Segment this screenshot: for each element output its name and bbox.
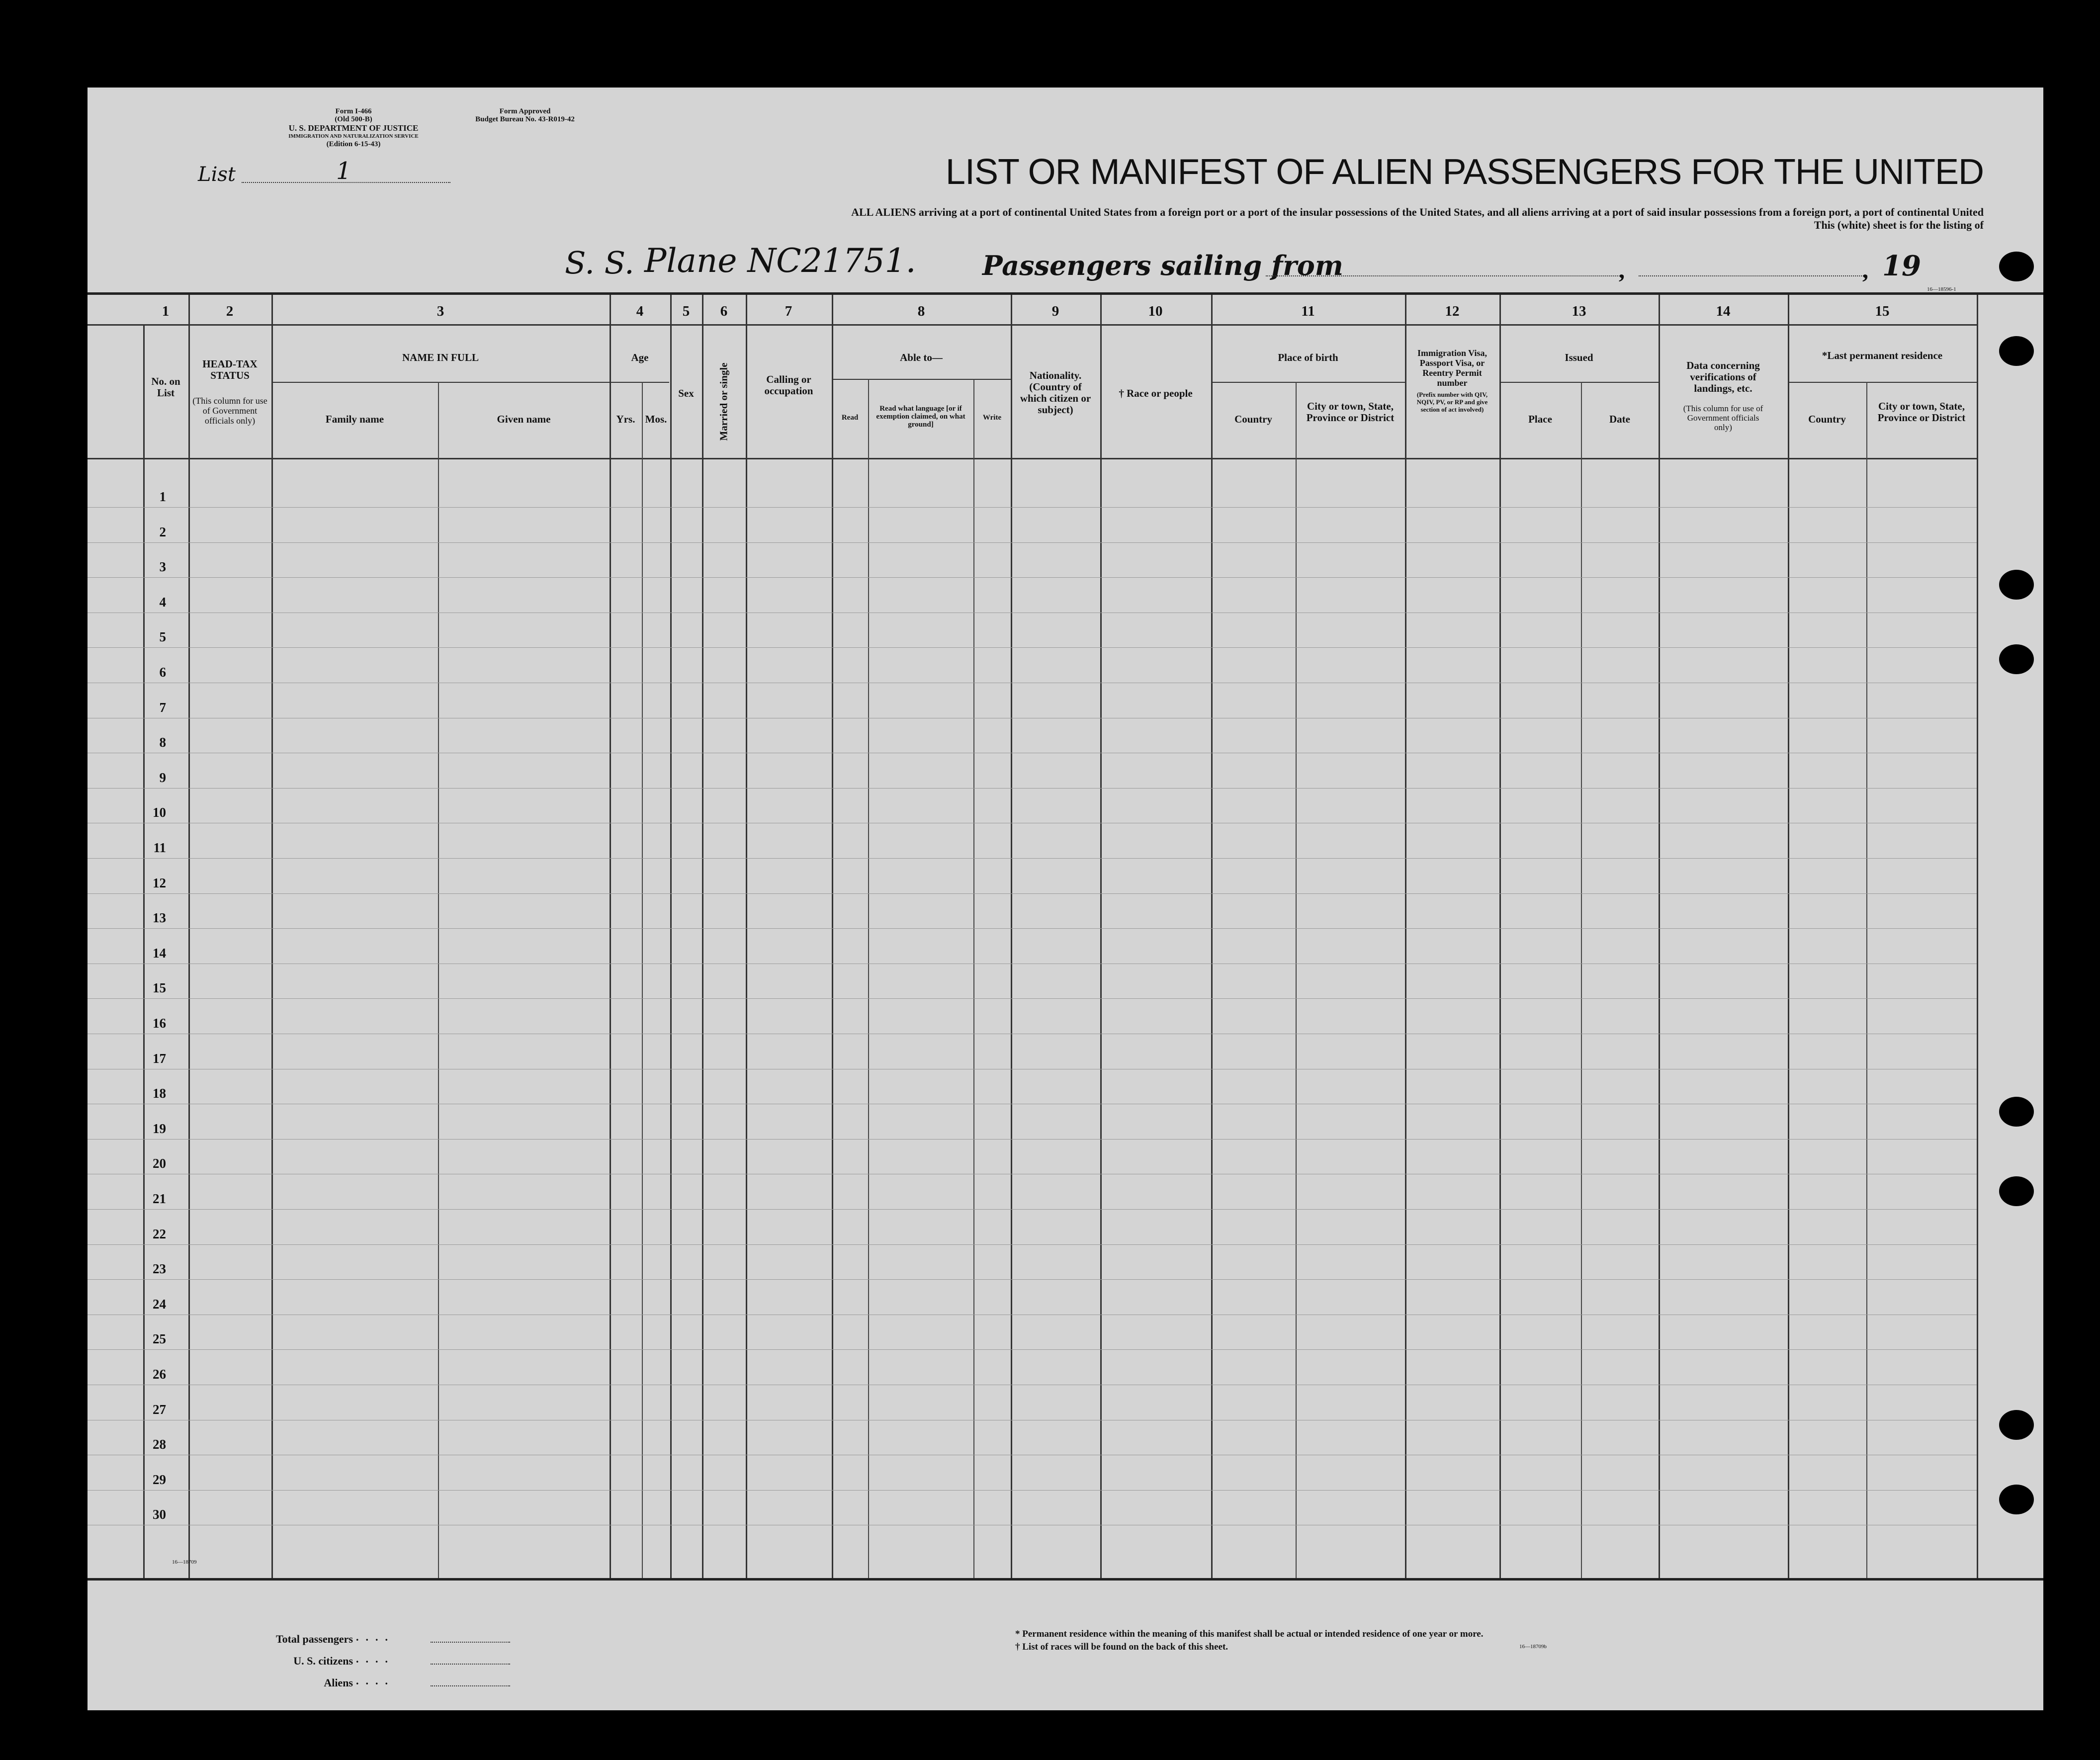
- header-country: Country: [1234, 413, 1272, 425]
- colnum-14: 14: [1716, 303, 1731, 319]
- col-line-8b: [868, 379, 869, 1578]
- header-married: Married or single: [717, 362, 730, 441]
- comma-2: ,: [1862, 257, 1868, 283]
- table-row-line: [88, 928, 1977, 929]
- table-row-line: [88, 788, 1977, 789]
- row-number: 20: [153, 1156, 166, 1171]
- col-line-12: [1405, 295, 1406, 1578]
- total-passengers-label: Total passengers: [275, 1633, 353, 1645]
- table-row-line: [88, 1139, 1977, 1140]
- header-head-tax: HEAD-TAX STATUS: [202, 358, 258, 381]
- row-number: 30: [153, 1507, 166, 1522]
- punch-hole: [1999, 570, 2034, 600]
- header-data-note: (This column for use of Government officials only): [1683, 404, 1763, 432]
- colnum-3: 3: [437, 303, 444, 319]
- header-given-name: Given name: [497, 413, 551, 425]
- department: U. S. DEPARTMENT OF JUSTICE: [288, 123, 419, 133]
- row-number: 3: [159, 559, 166, 574]
- header-race: † Race or people: [1119, 387, 1193, 399]
- col-line-4b: [642, 382, 643, 1578]
- us-citizens-label: U. S. citizens: [293, 1655, 353, 1667]
- header-name-in-full: NAME IN FULL: [402, 352, 479, 363]
- table-row-line: [88, 1279, 1977, 1280]
- colnum-9: 9: [1051, 303, 1059, 319]
- row-number: 12: [153, 876, 166, 890]
- punch-hole: [1999, 1410, 2034, 1440]
- colnum-12: 12: [1445, 303, 1460, 319]
- header-bottom-rule: [88, 458, 1977, 459]
- table-row-line: [88, 1490, 1977, 1491]
- punch-hole: [1999, 1485, 2034, 1514]
- total-passengers-dots: ....: [356, 1631, 395, 1643]
- punch-hole: [1999, 1176, 2034, 1206]
- colnum-10: 10: [1148, 303, 1163, 319]
- form-number: Form I-466: [335, 107, 372, 115]
- colnum-8: 8: [917, 303, 925, 319]
- header-sex: Sex: [678, 387, 694, 399]
- header-place: Place: [1528, 413, 1552, 425]
- colnum-5: 5: [682, 303, 690, 319]
- column-number-rule: [88, 324, 1977, 326]
- col-line-end: [1977, 295, 1978, 1578]
- row-number: 22: [153, 1227, 166, 1241]
- old-form: (Old 500-B): [335, 115, 372, 123]
- col-line-5: [670, 295, 672, 1578]
- header-age: Age: [631, 352, 649, 363]
- col-line-8: [832, 295, 833, 1578]
- service: IMMIGRATION AND NATURALIZATION SERVICE: [288, 133, 419, 139]
- row-number: 4: [159, 595, 166, 610]
- budget-number: Budget Bureau No. 43-R019-42: [475, 115, 575, 123]
- subtitle-line-1: ALL ALIENS arriving at a port of continental United States from a foreign port or a port of the insular possessions of the United States, and all aliens arriving at a port of said insular possessions from a foreign port, a port of continental United: [851, 206, 1984, 218]
- comma: ,: [1619, 257, 1625, 283]
- header-nationality: Nationality. (Country of which citizen or subject): [1020, 369, 1091, 416]
- col-line-13: [1499, 295, 1501, 1578]
- row-number: 1: [159, 489, 166, 504]
- row-number: 27: [153, 1402, 166, 1417]
- row-number: 18: [153, 1086, 166, 1101]
- page-title: LIST OR MANIFEST OF ALIEN PASSENGERS FOR THE UNITED: [945, 152, 1984, 192]
- aliens-field: [431, 1685, 510, 1686]
- header-read-what: Read what language [or if exemption claimed, on what ground]: [876, 405, 965, 429]
- header-city-town-2: City or town, State, Province or District: [1877, 400, 1966, 424]
- header-write: Write: [982, 414, 1002, 422]
- list-label: List: [198, 163, 236, 186]
- col-line-11: [1211, 295, 1213, 1578]
- colnum-2: 2: [226, 303, 234, 319]
- col-line-3: [271, 295, 273, 1578]
- us-citizens-field: [431, 1664, 510, 1665]
- issued-subrule: [1499, 382, 1659, 383]
- row-number: 2: [159, 525, 166, 539]
- header-head-tax-note: (This column for use of Government officials only): [192, 396, 267, 426]
- table-row-line: [88, 1349, 1977, 1350]
- edition: (Edition 6-15-43): [326, 140, 381, 148]
- colnum-4: 4: [636, 303, 644, 319]
- footnote-1: * Permanent residence within the meaning of this manifest shall be actual or intended residence of one year or more.: [1015, 1629, 1484, 1639]
- punch-hole: [1999, 1097, 2034, 1127]
- date-field: [1639, 275, 1867, 276]
- table-row-line: [88, 507, 1977, 508]
- colnum-7: 7: [785, 303, 792, 319]
- table-row-line: [88, 542, 1977, 543]
- punch-hole: [1999, 252, 2034, 281]
- row-number: 17: [153, 1051, 166, 1066]
- col-line-1: [143, 324, 145, 1578]
- vessel-prefix: S. S.: [565, 245, 634, 281]
- aliens-label: Aliens: [324, 1676, 353, 1689]
- row-number: 14: [153, 946, 166, 961]
- bottom-code-right: 16—18709b: [1519, 1644, 1547, 1650]
- colnum-11: 11: [1301, 303, 1315, 319]
- row-number: 23: [153, 1261, 166, 1276]
- table-row-line: [88, 998, 1977, 999]
- header-immigration-visa: Immigration Visa, Passport Visa, or Reentry Permit number: [1417, 348, 1487, 388]
- table-row-line: [88, 647, 1977, 648]
- header-calling: Calling or occupation: [764, 373, 813, 397]
- table-row-line: [88, 858, 1977, 859]
- bottom-code-left: 16—18709: [172, 1559, 197, 1565]
- row-number: 11: [153, 840, 166, 855]
- header-no-on-list: No. on List: [151, 375, 180, 399]
- col-line-15: [1788, 295, 1789, 1578]
- total-passengers-field: [431, 1642, 510, 1643]
- row-number: 10: [153, 805, 166, 820]
- able-subrule: [832, 379, 1011, 380]
- table-row-line: [88, 1209, 1977, 1210]
- name-subrule: [271, 382, 613, 383]
- col-line-15b: [1866, 382, 1867, 1578]
- row-number: 19: [153, 1121, 166, 1136]
- col-line-10: [1100, 295, 1102, 1578]
- table-row-line: [88, 577, 1977, 578]
- age-subrule: [610, 382, 669, 383]
- sailing-from-field: [1266, 275, 1624, 276]
- table-bottom-rule: [88, 1578, 2043, 1581]
- form-approved: Form Approved: [499, 107, 551, 115]
- us-citizens-dots: ....: [356, 1653, 395, 1665]
- row-number: 29: [153, 1472, 166, 1487]
- row-number: 7: [159, 700, 166, 715]
- row-number: 9: [159, 770, 166, 785]
- punch-hole: [1999, 336, 2034, 366]
- colnum-6: 6: [720, 303, 728, 319]
- col-line-8c: [973, 379, 974, 1578]
- corner-code-top: 16—18596-1: [1927, 286, 1956, 292]
- header-last-residence: *Last permanent residence: [1822, 350, 1943, 361]
- col-line-6: [702, 295, 703, 1578]
- list-value: 1: [336, 157, 351, 185]
- row-number: 6: [159, 665, 166, 680]
- subtitle-line-2: This (white) sheet is for the listing of: [1814, 219, 1984, 231]
- header-read: Read: [841, 414, 859, 422]
- col-line-7: [746, 295, 747, 1578]
- sailing-label: Passengers sailing from: [982, 250, 1343, 281]
- row-number: 13: [153, 910, 166, 925]
- aliens-dots: ....: [356, 1674, 395, 1687]
- header-date: Date: [1609, 413, 1630, 425]
- colnum-15: 15: [1875, 303, 1890, 319]
- header-place-of-birth: Place of birth: [1278, 352, 1338, 363]
- table-row-line: [88, 893, 1977, 894]
- header-visa-note: (Prefix number with QIV, NQIV, PV, or RP and give section of act involved): [1416, 391, 1488, 413]
- row-number: 25: [153, 1331, 166, 1346]
- punch-hole: [1999, 644, 2034, 674]
- header-country-2: Country: [1808, 413, 1846, 425]
- col-line-14: [1659, 295, 1660, 1578]
- header-yrs: Yrs.: [616, 413, 635, 425]
- col-line-11b: [1296, 382, 1297, 1578]
- row-number: 8: [159, 735, 166, 750]
- manifest-sheet: [88, 88, 2043, 1710]
- row-number: 26: [153, 1367, 166, 1382]
- header-data-concerning: Data concerning verifications of landings, etc.: [1686, 359, 1760, 394]
- col-line-13b: [1581, 382, 1582, 1578]
- header-family-name: Family name: [325, 413, 384, 425]
- colnum-13: 13: [1572, 303, 1586, 319]
- footnote-2: † List of races will be found on the back of this sheet.: [1015, 1642, 1228, 1652]
- row-number: 15: [153, 980, 166, 995]
- row-number: 21: [153, 1191, 166, 1206]
- col-line-4: [610, 295, 611, 1578]
- col-line-9: [1011, 295, 1012, 1578]
- residence-subrule: [1788, 382, 1977, 383]
- row-number: 16: [153, 1016, 166, 1031]
- row-number: 24: [153, 1297, 166, 1312]
- colnum-1: 1: [162, 303, 170, 319]
- birth-subrule: [1211, 382, 1405, 383]
- year-prefix: 19: [1882, 250, 1921, 282]
- vessel-value: Plane NC21751.: [644, 242, 916, 280]
- table-top-rule: [88, 292, 2043, 295]
- col-line-3b: [438, 382, 439, 1578]
- table-row-line: [88, 1244, 1977, 1245]
- header-mos: Mos.: [645, 413, 667, 425]
- col-line-2: [188, 295, 190, 1578]
- row-number: 28: [153, 1437, 166, 1452]
- header-issued: Issued: [1565, 352, 1593, 363]
- header-able-to: Able to—: [900, 352, 943, 363]
- header-city-town: City or town, State, Province or District: [1306, 400, 1395, 424]
- row-number: 5: [159, 629, 166, 644]
